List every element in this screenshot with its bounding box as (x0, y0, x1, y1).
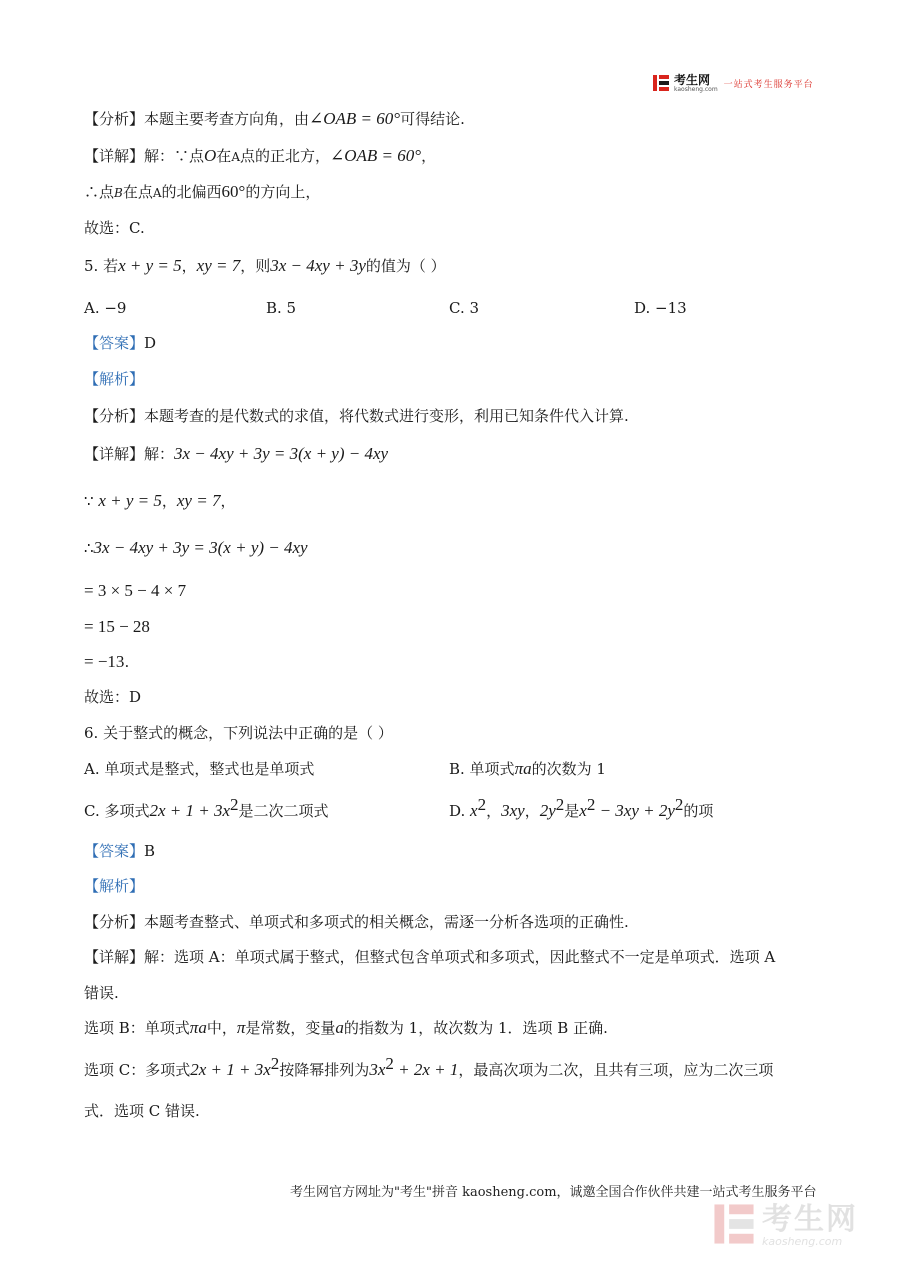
q6-option-a: A. 单项式是整式，整式也是单项式 (84, 760, 315, 778)
q6-analysis: 【分析】本题考查整式、单项式和多项式的相关概念，需逐一分析各选项的正确性. (84, 913, 629, 931)
q5-jiexi-heading: 【解析】 (84, 370, 145, 388)
logo-slogan: 一站式考生服务平台 (723, 79, 814, 90)
q5-step-1: = 3 × 5 − 4 × 7 (84, 581, 187, 600)
q6-answer: 【答案】B (84, 842, 156, 860)
watermark-logo-icon (712, 1202, 756, 1250)
q6-stem: 6. 关于整式的概念，下列说法中正确的是（ ） (84, 724, 393, 742)
q6-option-d: D. $x^2$，3xy，$2y^2$是$x^2 - 3xy + 2y^2$的项 (449, 795, 714, 820)
watermark (712, 1202, 858, 1250)
q6-option-b: B. 单项式πa的次数为 1 (449, 759, 606, 778)
q5-option-d: D. −13 (634, 299, 687, 317)
q5-stem: 5. 若x + y = 5，xy = 7，则3x − 4xy + 3y的值为（ ） (84, 256, 446, 275)
q6-detail-line-1: 【详解】解：选项 A：单项式属于整式，但整式包含单项式和多项式，因此整式不一定是单项式．选项 A (84, 948, 776, 966)
q4-analysis: 【分析】本题主要考查方向角，由∠OAB = 60°可得结论. (84, 109, 465, 128)
q6-option-c: C. 多项式$2x + 1 + 3x^2$是二次二项式 (84, 795, 329, 820)
logo-domain: kaosheng.com (674, 85, 718, 93)
q4-choice: 故选：C. (84, 219, 145, 237)
q5-step-2: = 15 − 28 (84, 617, 150, 636)
q6-detail-line-2: 错误. (84, 984, 119, 1002)
watermark-domain: kaosheng.com (762, 1234, 843, 1248)
q6-jiexi-heading: 【解析】 (84, 877, 145, 895)
q5-analysis: 【分析】本题考查的是代数式的求值，将代数式进行变形，利用已知条件代入计算. (84, 407, 629, 425)
q5-answer: 【答案】D (84, 334, 157, 352)
q5-option-c: C. 3 (449, 299, 480, 317)
q4-detail: 【详解】解：∵点O在A点的正北方，∠OAB = 60°， (84, 146, 437, 165)
q5-option-b: B. 5 (266, 299, 297, 317)
q5-step-3: = −13. (84, 652, 130, 671)
q6-detail-option-b: 选项 B：单项式πa中，π是常数，变量a的指数为 1，故次数为 1．选项 B 正确. (84, 1018, 608, 1037)
watermark-name: 考生网 (762, 1201, 858, 1237)
q5-detail: 【详解】解：3x − 4xy + 3y = 3(x + y) − 4xy (84, 444, 389, 463)
q5-choice: 故选：D (84, 688, 142, 706)
header-logo[interactable] (652, 72, 814, 94)
footer-text: 考生网官方网址为"考生"拼音 kaosheng.com，诚邀全国合作伙伴共建一站式考生服务平台 (290, 1185, 817, 1200)
q6-detail-option-c: 选项 C：多项式$2x + 1 + 3x^2$按降幂排列为$3x^2 + 2x + 1$，最高次项为二次，且共有三项，应为二次三项 (84, 1054, 774, 1079)
q6-detail-option-c-line-2: 式．选项 C 错误. (84, 1102, 200, 1120)
q4-therefore: ∴点B在点A的北偏西60°的方向上， (84, 182, 321, 201)
q5-because: ∵ x + y = 5，xy = 7， (84, 491, 236, 510)
logo-name: 考生网 (674, 72, 711, 87)
q5-option-a: A. −9 (84, 299, 127, 317)
q5-therefore: ∴3x − 4xy + 3y = 3(x + y) − 4xy (84, 538, 308, 557)
kaosheng-logo-icon (652, 74, 670, 92)
